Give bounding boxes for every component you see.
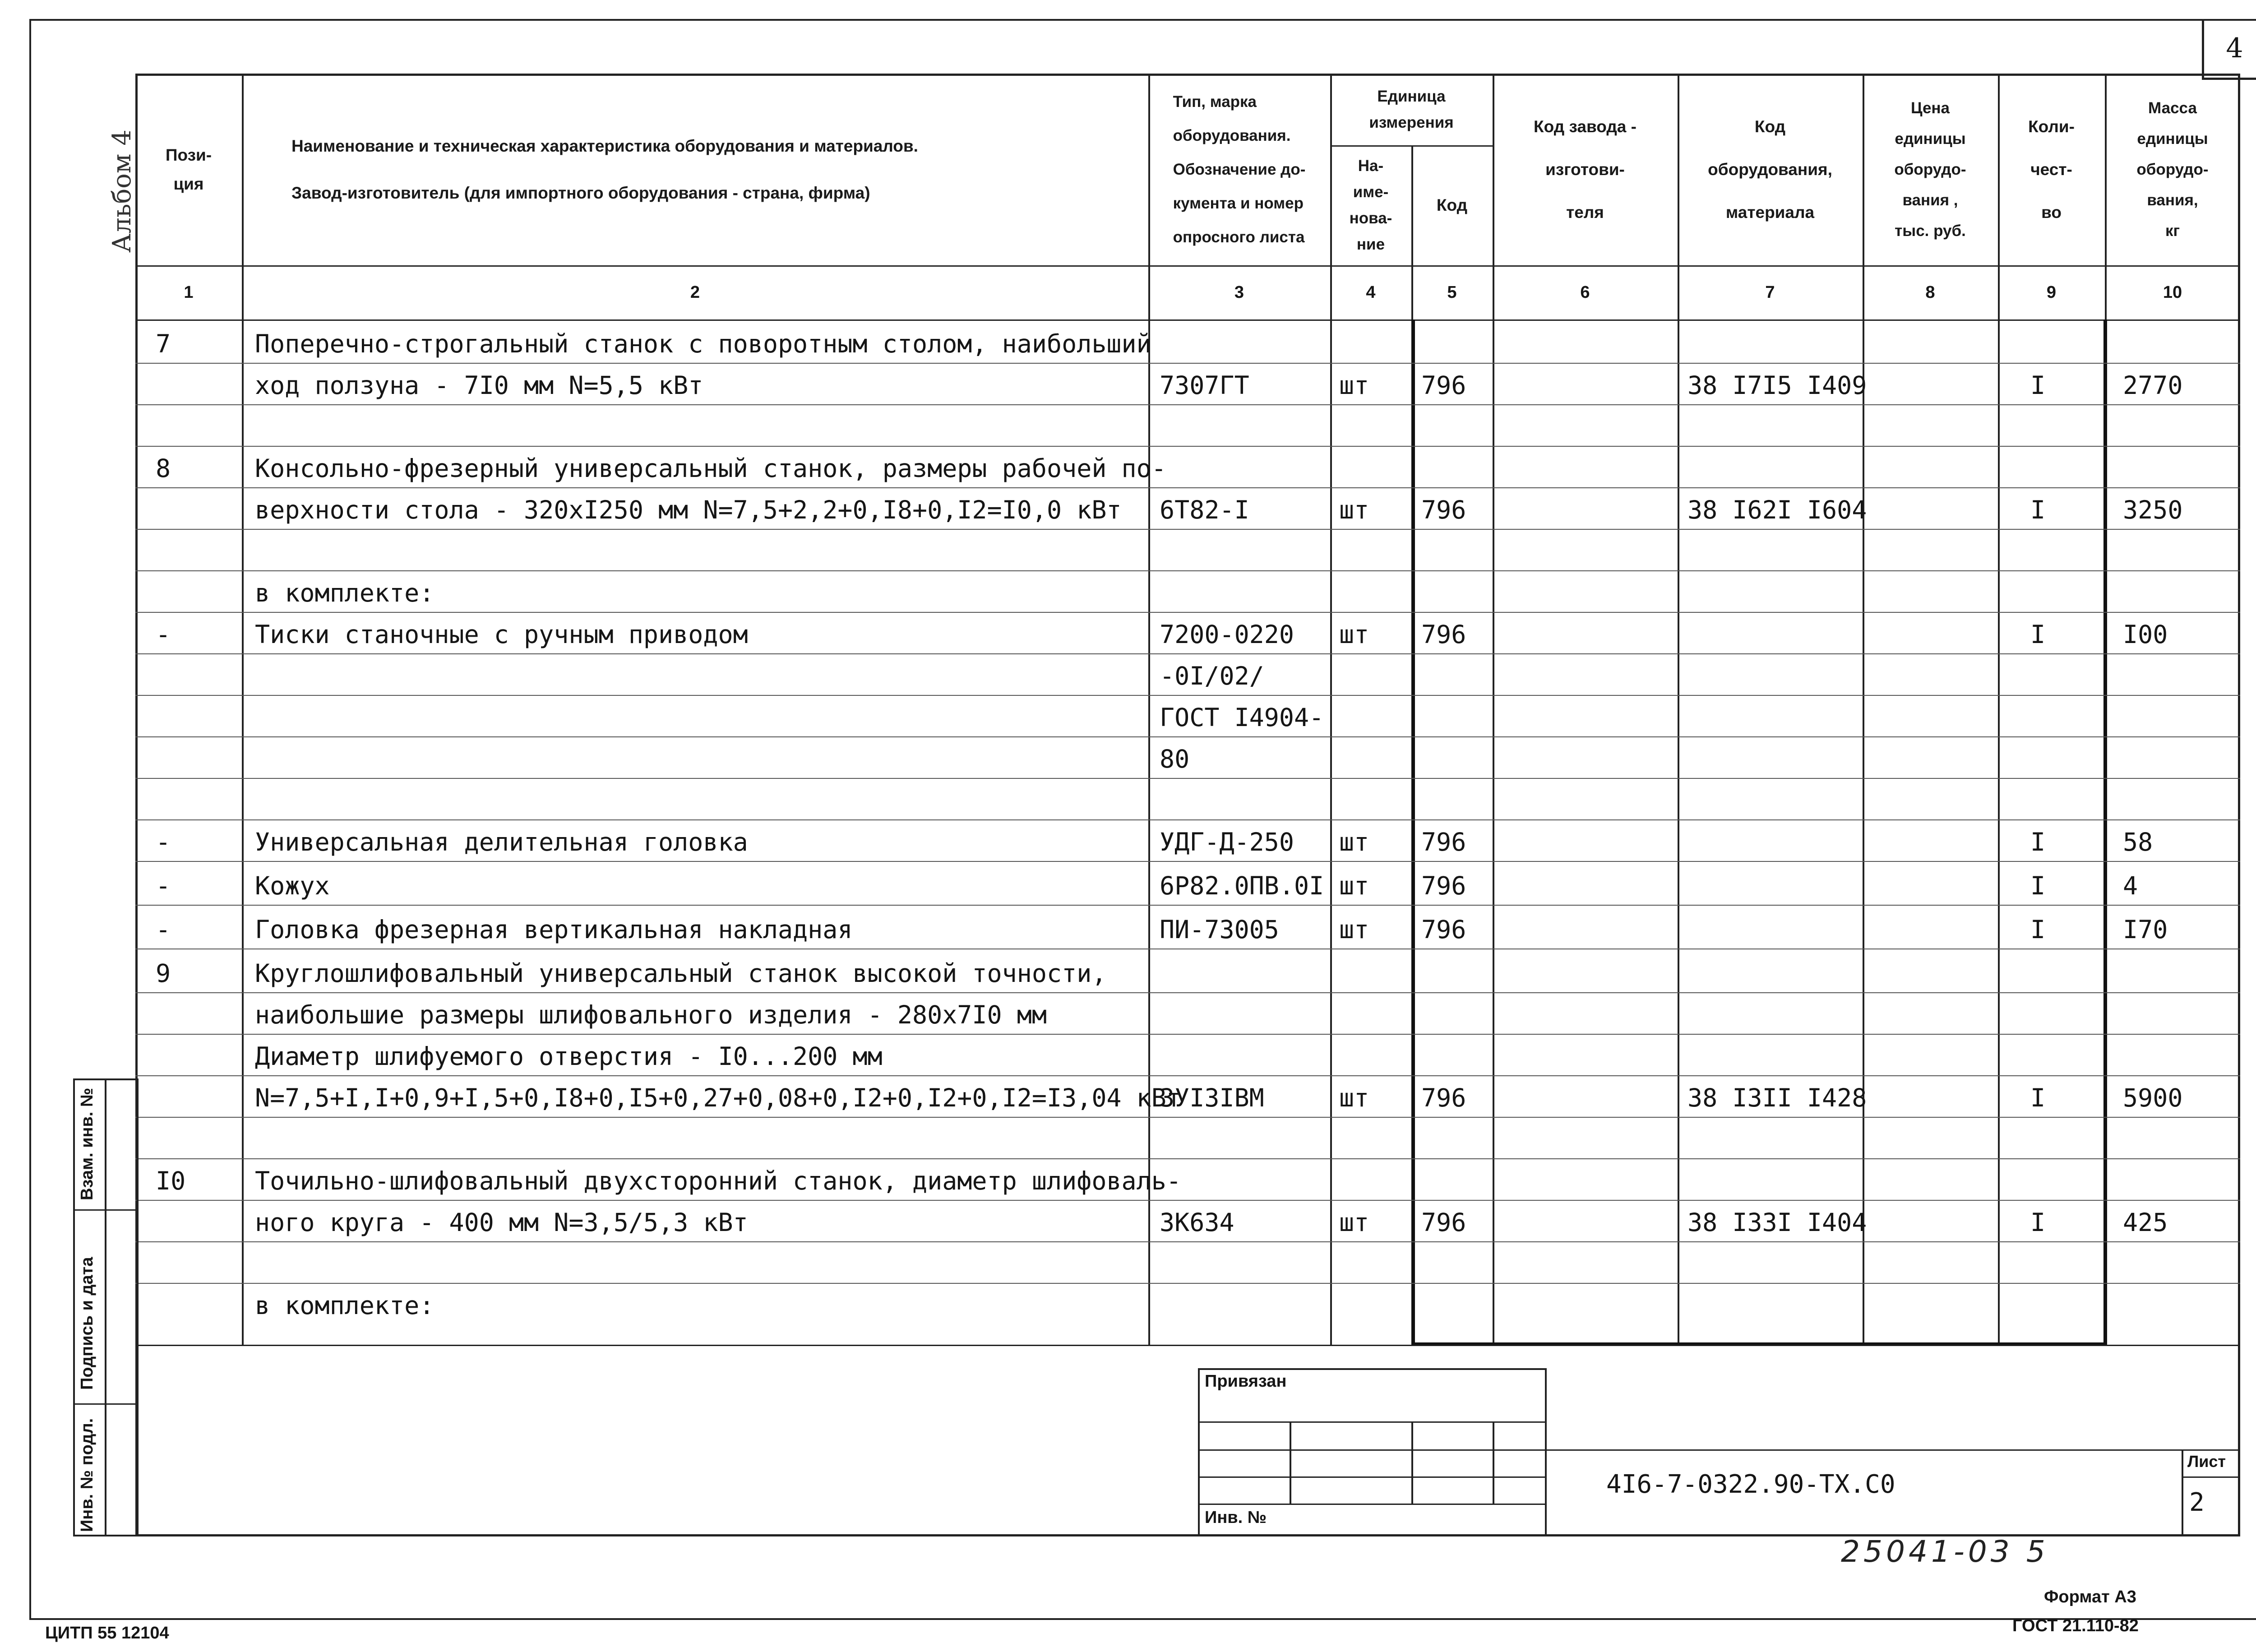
cell-equipment-code: 38 I3II I428 xyxy=(1687,1083,1867,1112)
cell-name: N=7,5+I,I+0,9+I,5+0,I8+0,I5+0,27+0,08+0,I2+0,I2+0,I2=I3,04 кВт xyxy=(255,1083,1181,1112)
row-divider xyxy=(135,736,2240,737)
cell-unit: шт xyxy=(1339,1083,1369,1112)
cell-quantity: I xyxy=(2030,828,2046,856)
cell-unit: шт xyxy=(1339,1208,1369,1237)
cell-unit-code: 796 xyxy=(1421,828,1466,856)
colnum-8: 8 xyxy=(1925,282,1935,302)
inv-no-label: Инв. № xyxy=(1205,1508,1267,1527)
colnum-7: 7 xyxy=(1765,282,1775,302)
header-name-cell xyxy=(242,74,1148,265)
cell-unit: шт xyxy=(1339,620,1369,649)
privyazan-vline xyxy=(1290,1421,1291,1504)
row-divider xyxy=(135,778,2240,779)
row-divider xyxy=(135,487,2240,488)
cell-mass: 2770 xyxy=(2123,371,2183,400)
document-code: 4I6-7-0322.90-ТХ.С0 xyxy=(1606,1470,1895,1499)
cell-name: наибольшие размеры шлифовального изделия - 280x7I0 мм xyxy=(255,1000,1047,1029)
colnum-2: 2 xyxy=(690,282,700,302)
cell-type: 6Т82-I xyxy=(1160,495,1249,524)
row-divider xyxy=(135,861,2240,862)
side-stamp-podpis: Подпись и дата xyxy=(78,1257,97,1390)
row-divider xyxy=(135,653,2240,654)
gost-label: ГОСТ 21.110-82 xyxy=(2012,1616,2139,1635)
privyazan-line xyxy=(1198,1476,1547,1478)
privyazan-line xyxy=(1198,1449,1547,1451)
col-line-thick xyxy=(2103,319,2107,1346)
cell-unit-code: 796 xyxy=(1421,1083,1466,1112)
cell-mass: 425 xyxy=(2123,1208,2168,1237)
cell-name: ного круга - 400 мм N=3,5/5,3 кВт xyxy=(255,1208,748,1237)
cell-mass: I00 xyxy=(2123,620,2168,649)
cell-name: Точильно-шлифовальный двухсторонний станок, диаметр шлифоваль- xyxy=(255,1166,1181,1195)
cell-quantity: I xyxy=(2030,620,2046,649)
list-label: Лист xyxy=(2187,1452,2226,1471)
header-equipment-code: Код оборудования, материала xyxy=(1708,117,1832,222)
cell-unit: шт xyxy=(1339,871,1369,900)
cutp-label: ЦИТП 55 12104 xyxy=(45,1624,169,1643)
cell-quantity: I xyxy=(2030,371,2046,400)
row-divider xyxy=(135,1200,2240,1201)
row-divider xyxy=(135,1241,2240,1242)
colnum-10: 10 xyxy=(2163,282,2182,302)
cell-type: ГОСТ I4904- xyxy=(1160,703,1324,732)
header-unit-code: Код xyxy=(1436,196,1468,214)
row-divider xyxy=(135,992,2240,993)
side-stamp-line xyxy=(73,1403,139,1405)
cell-position: 7 xyxy=(156,329,171,358)
cell-mass: 3250 xyxy=(2123,495,2183,524)
cell-name: ход ползуна - 7I0 мм N=5,5 кВт xyxy=(255,371,703,400)
cell-name: Тиски станочные с ручным приводом xyxy=(255,620,748,649)
colnum-9: 9 xyxy=(2046,282,2057,302)
row-divider xyxy=(135,570,2240,571)
row-divider xyxy=(135,905,2240,906)
cell-mass: 58 xyxy=(2123,828,2153,856)
cell-quantity: I xyxy=(2030,1083,2046,1112)
cell-quantity: I xyxy=(2030,495,2046,524)
cell-type: 3К634 xyxy=(1160,1208,1234,1237)
row-divider xyxy=(135,695,2240,696)
cell-equipment-code: 38 I7I5 I409 xyxy=(1687,371,1867,400)
cell-equipment-code: 38 I33I I404 xyxy=(1687,1208,1867,1237)
privyazan-label: Привязан xyxy=(1205,1372,1287,1391)
cell-quantity: I xyxy=(2030,871,2046,900)
cell-name: в комплекте: xyxy=(255,1291,435,1320)
header-name-line1: Наименование и техническая характеристика оборудования и материалов. xyxy=(291,136,918,155)
handwritten-number: 25041-03 5 xyxy=(1841,1534,2049,1569)
format-label: Формат А3 xyxy=(2044,1587,2136,1606)
row-divider xyxy=(135,1283,2240,1284)
row-divider xyxy=(135,404,2240,405)
cell-type: 6Р82.0ПВ.0I xyxy=(1160,871,1324,900)
header-type: Тип, марка оборудования. Обозначение до- кумента и номер опросного листа xyxy=(1173,93,1306,246)
cell-position: - xyxy=(156,915,171,944)
cell-name: верхности стола - 320xI250 мм N=7,5+2,2+0,I8+0,I2=I0,0 кВт xyxy=(255,495,1122,524)
header-unit-group: Единица измерения xyxy=(1369,87,1454,131)
cell-unit-code: 796 xyxy=(1421,495,1466,524)
cell-name: Консольно-фрезерный универсальный станок, размеры рабочей по- xyxy=(255,454,1166,483)
row-divider xyxy=(135,446,2240,447)
header-name-line2: Завод-изготовитель (для импортного оборудования - страна, фирма) xyxy=(291,183,870,202)
cell-name: Кожух xyxy=(255,871,330,900)
colnum-4: 4 xyxy=(1366,282,1376,302)
cell-unit: шт xyxy=(1339,371,1369,400)
header-price: Цена единицы оборудо- вания , тыс. руб. xyxy=(1894,99,1966,240)
cell-position: I0 xyxy=(156,1166,186,1195)
side-stamp-inv-podl: Инв. № подл. xyxy=(78,1418,97,1532)
row-divider xyxy=(135,1034,2240,1035)
cell-type: -0I/02/ xyxy=(1160,662,1264,690)
cell-type: ПИ-73005 xyxy=(1160,915,1279,944)
cell-type: УДГ-Д-250 xyxy=(1160,828,1294,856)
cell-unit-code: 796 xyxy=(1421,371,1466,400)
header-position: Пози- ция xyxy=(165,145,212,193)
side-stamp-vzam: Взам. инв. № xyxy=(78,1087,97,1200)
row-divider xyxy=(135,612,2240,613)
page-number: 4 xyxy=(2202,19,2256,80)
cell-quantity: I xyxy=(2030,915,2046,944)
col-line-thick xyxy=(1411,319,1415,1346)
colnum-6: 6 xyxy=(1580,282,1590,302)
colnum-1: 1 xyxy=(184,282,194,302)
row-divider xyxy=(135,819,2240,820)
privyazan-vline xyxy=(1411,1421,1413,1504)
colnum-5: 5 xyxy=(1447,282,1457,302)
header-mass: Масса единицы оборудо- вания, кг xyxy=(2136,99,2209,240)
colnum-3: 3 xyxy=(1234,282,1244,302)
side-stamp-divider xyxy=(105,1078,106,1536)
cell-unit: шт xyxy=(1339,828,1369,856)
list-box-line xyxy=(2182,1476,2240,1478)
cell-equipment-code: 38 I62I I604 xyxy=(1687,495,1867,524)
cell-quantity: I xyxy=(2030,1208,2046,1237)
cell-mass: 4 xyxy=(2123,871,2138,900)
cell-name: Поперечно-строгальный станок с поворотным столом, наибольший xyxy=(255,329,1151,358)
side-stamp-line xyxy=(73,1209,139,1211)
list-number: 2 xyxy=(2189,1488,2205,1517)
row-divider xyxy=(135,363,2240,364)
cell-unit-code: 796 xyxy=(1421,871,1466,900)
cell-type: 7307ГТ xyxy=(1160,371,1249,400)
album-label: Альбом 4 xyxy=(107,130,137,253)
cell-unit-code: 796 xyxy=(1421,620,1466,649)
cell-mass: 5900 xyxy=(2123,1083,2183,1112)
cell-position: 8 xyxy=(156,454,171,483)
cell-type: 3УI3IВМ xyxy=(1160,1083,1264,1112)
cell-unit: шт xyxy=(1339,495,1369,524)
row-divider xyxy=(135,1075,2240,1076)
row-divider xyxy=(135,1117,2240,1118)
cell-position: - xyxy=(156,620,171,649)
table-bottom-line xyxy=(135,1345,2240,1346)
privyazan-line xyxy=(1198,1504,1547,1505)
cell-type: 80 xyxy=(1160,745,1190,773)
cell-position: - xyxy=(156,828,171,856)
cell-mass: I70 xyxy=(2123,915,2168,944)
header-quantity: Коли- чест- во xyxy=(2028,117,2075,222)
title-block-line xyxy=(1547,1449,2240,1451)
privyazan-line xyxy=(1198,1421,1547,1423)
colnum-bottom-line xyxy=(135,319,2240,321)
cell-position: - xyxy=(156,871,171,900)
privyazan-vline xyxy=(1493,1421,1494,1504)
header-factory-code: Код завода - изготови- теля xyxy=(1534,117,1637,222)
cell-name: Круглошлифовальный универсальный станок высокой точности, xyxy=(255,959,1107,988)
cell-type: 7200-0220 xyxy=(1160,620,1294,649)
cell-unit: шт xyxy=(1339,915,1369,944)
cell-name: Диаметр шлифуемого отверстия - I0...200 мм xyxy=(255,1042,883,1071)
row-divider xyxy=(135,1158,2240,1159)
cell-unit-code: 796 xyxy=(1421,915,1466,944)
cell-name: Головка фрезерная вертикальная накладная xyxy=(255,915,853,944)
cell-name: в комплекте: xyxy=(255,578,435,607)
cell-position: 9 xyxy=(156,959,171,988)
cell-name: Универсальная делительная головка xyxy=(255,828,748,856)
cell-unit-code: 796 xyxy=(1421,1208,1466,1237)
header-unit-name: На- име- нова- ние xyxy=(1349,157,1392,253)
row-divider xyxy=(135,529,2240,530)
